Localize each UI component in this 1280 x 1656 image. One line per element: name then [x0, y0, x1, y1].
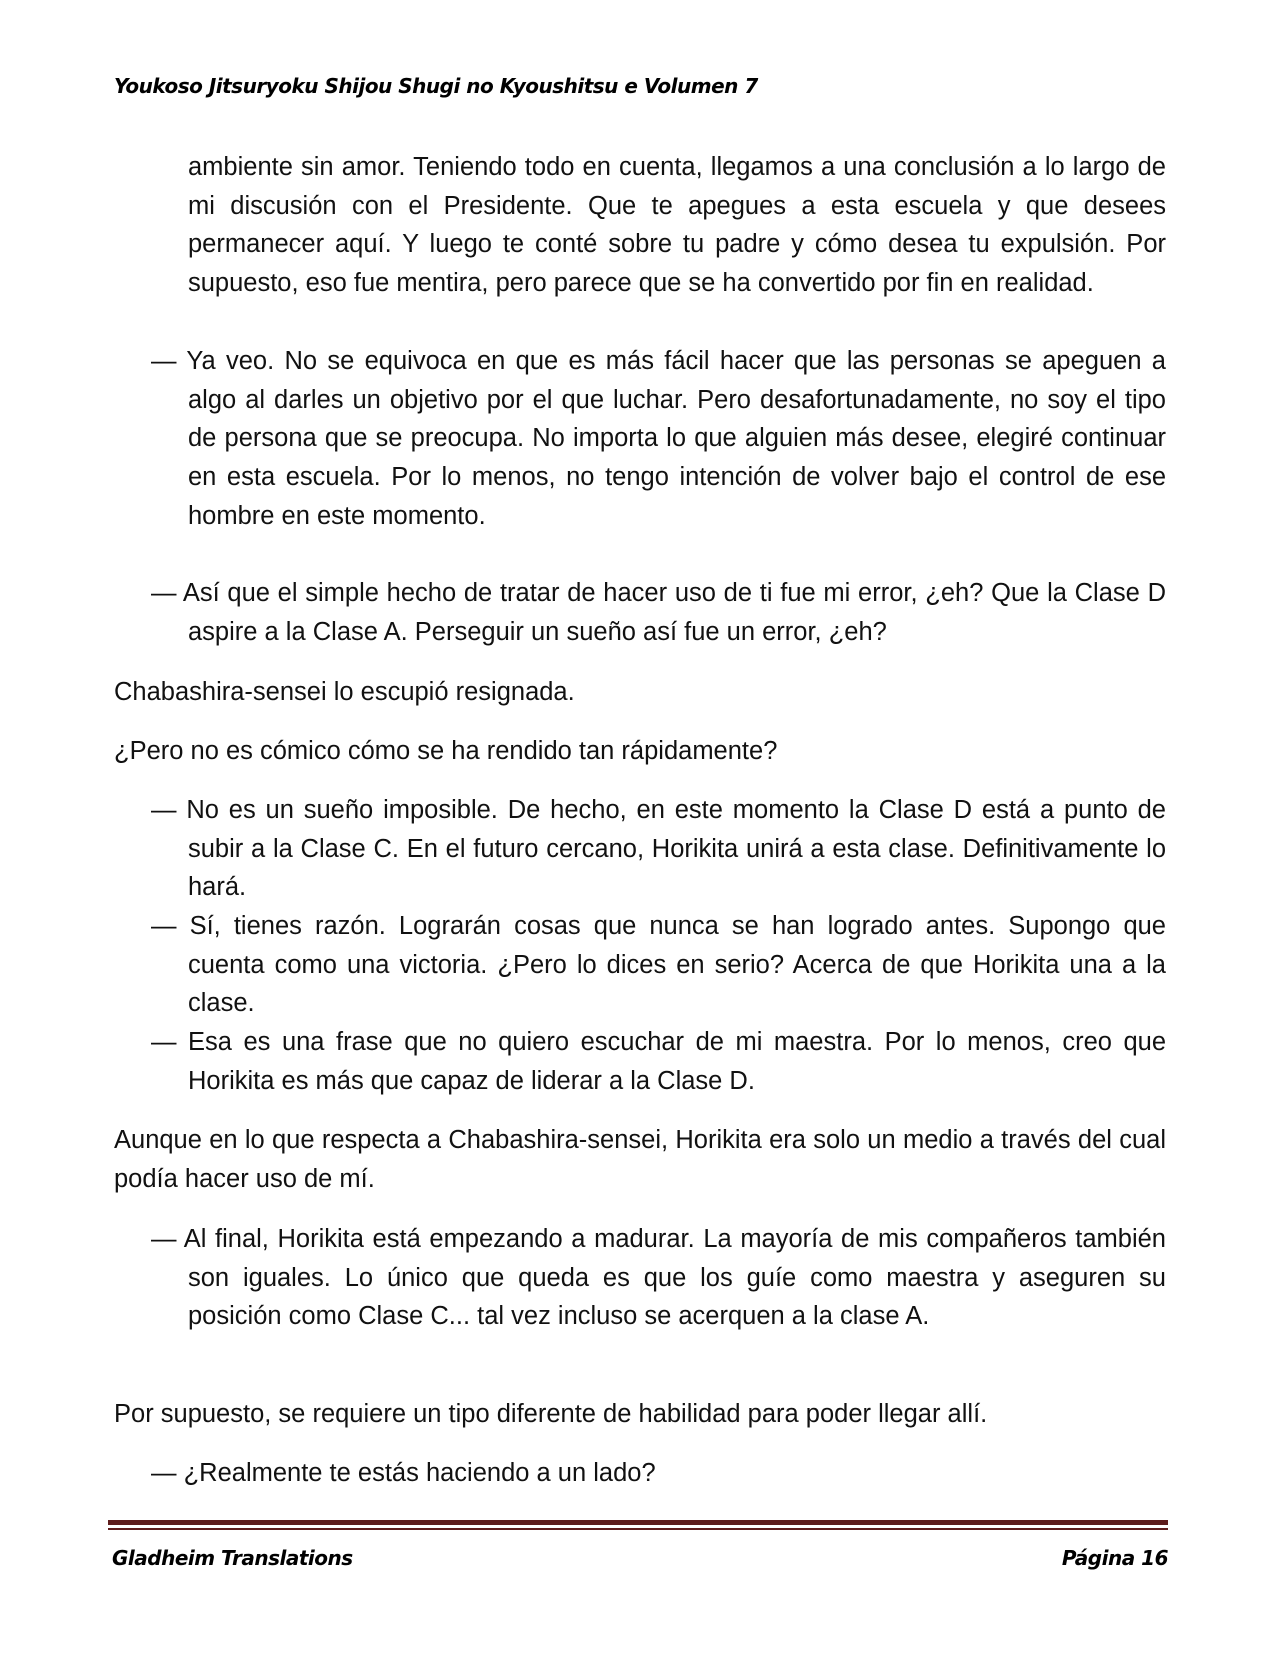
footer-rule-thick — [108, 1520, 1168, 1525]
dialogue-paragraph: — Ya veo. No se equivoca en que es más fácil hacer que las personas se apeguen a algo al darles un objetivo por el que luchar. Pero desafortunadamente, no soy el tipo de persona que se preocupa. No importa lo que alguien más desee, elegiré continuar en esta escuela. Por lo menos, no tengo intención de volver bajo el control de ese hombre en este momento. — [151, 347, 1166, 530]
paragraph-continuation: ambiente sin amor. Teniendo todo en cuenta, llegamos a una conclusión a lo largo de mi discusión con el Presidente. Que te apegues a esta escuela y que desees permanecer aquí. Y luego te conté sobre tu padre y cómo desea tu expulsión. Por supuesto, eso fue mentira, pero parece que se ha convertido por fin en realidad. — [188, 153, 1166, 298]
footer-translator: Gladheim Translations — [112, 1546, 353, 1570]
dialogue-paragraph: — Al final, Horikita está empezando a madurar. La mayoría de mis compañeros también son iguales. Lo único que queda es que los guíe como maestra y aseguren su posición como Clase C... tal vez incluso se acerquen a la clase A. — [151, 1225, 1166, 1331]
dialogue-paragraph: — ¿Realmente te estás haciendo a un lado? — [151, 1459, 656, 1487]
footer-page-number: Página 16 — [1061, 1546, 1168, 1570]
narration-paragraph: Chabashira-sensei lo escupió resignada. — [114, 678, 575, 706]
running-header: Youkoso Jitsuryoku Shijou Shugi no Kyoushitsu e Volumen 7 — [114, 74, 758, 98]
narration-paragraph: ¿Pero no es cómico cómo se ha rendido tan rápidamente? — [114, 737, 778, 765]
narration-paragraph: Por supuesto, se requiere un tipo diferente de habilidad para poder llegar allí. — [114, 1400, 988, 1428]
dialogue-paragraph: — Sí, tienes razón. Lograrán cosas que nunca se han logrado antes. Supongo que cuenta como una victoria. ¿Pero lo dices en serio? Acerca de que Horikita una a la clase. — [151, 912, 1166, 1018]
narration-paragraph: Aunque en lo que respecta a Chabashira-sensei, Horikita era solo un medio a través del cual podía hacer uso de mí. — [114, 1126, 1166, 1193]
dialogue-paragraph: — No es un sueño imposible. De hecho, en este momento la Clase D está a punto de subir a la Clase C. En el futuro cercano, Horikita unirá a esta clase. Definitivamente lo hará. — [151, 796, 1166, 902]
dialogue-paragraph: — Esa es una frase que no quiero escuchar de mi maestra. Por lo menos, creo que Horikita es más que capaz de liderar a la Clase D. — [151, 1028, 1166, 1095]
footer-rule-thin — [108, 1528, 1168, 1530]
dialogue-paragraph: — Así que el simple hecho de tratar de hacer uso de ti fue mi error, ¿eh? Que la Clase D aspire a la Clase A. Perseguir un sueño así fue un error, ¿eh? — [151, 579, 1166, 646]
